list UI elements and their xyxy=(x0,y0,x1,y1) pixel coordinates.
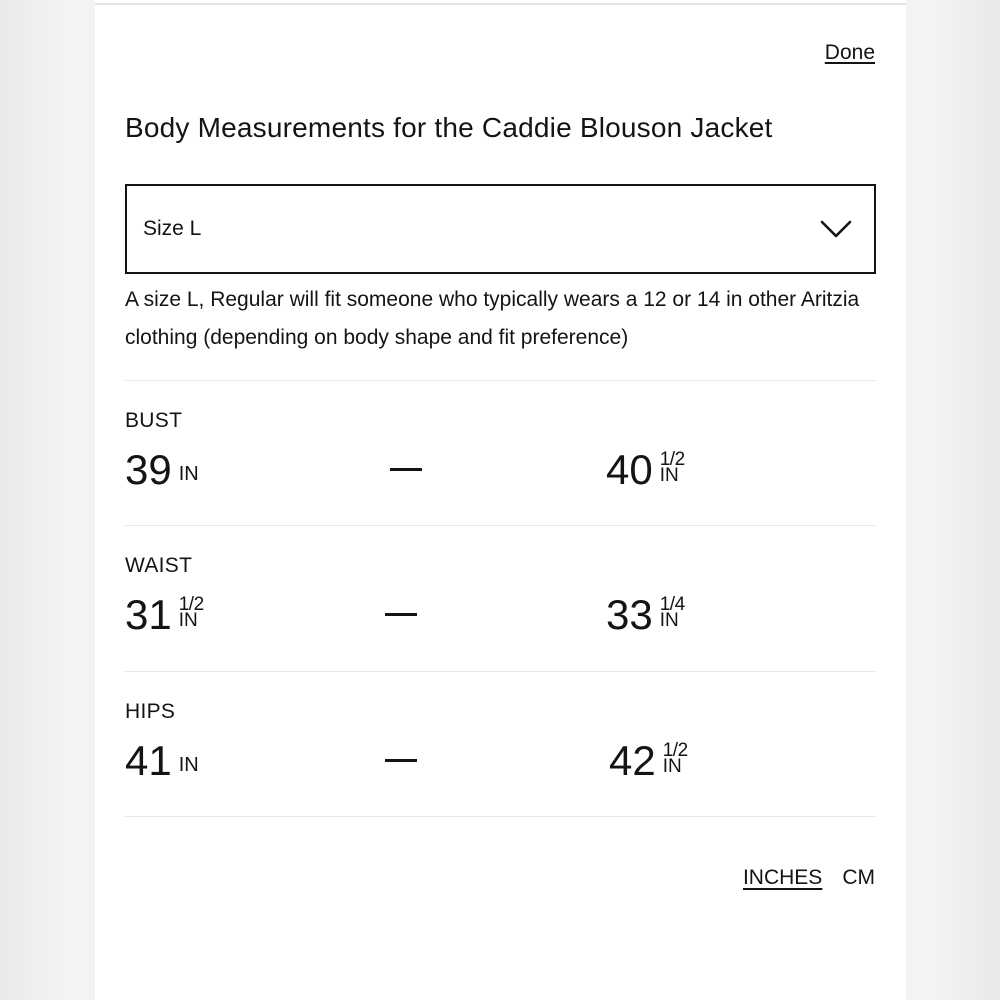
measurement-fraction: 1/2 xyxy=(662,740,688,761)
measurement-max xyxy=(609,736,693,786)
measurement-row-waist xyxy=(125,554,876,664)
size-dropdown[interactable] xyxy=(125,184,876,274)
panel-top-divider xyxy=(95,3,906,5)
measurement-label: BUST xyxy=(125,409,183,432)
divider xyxy=(125,816,876,817)
measurement-unit: IN xyxy=(662,756,682,777)
chevron-down-icon xyxy=(820,219,852,239)
page-title: Body Measurements for the Caddie Blouson Jacket xyxy=(125,112,773,143)
measurement-min-value: 39 xyxy=(125,446,172,493)
measurement-row-bust xyxy=(125,409,876,519)
range-dash xyxy=(390,468,422,471)
measurement-label: HIPS xyxy=(125,700,176,723)
unit-cm-button[interactable]: CM xyxy=(842,866,875,889)
measurement-min-value: 41 xyxy=(125,737,172,784)
measurement-unit: IN xyxy=(178,610,198,631)
measurement-max xyxy=(606,590,690,640)
range-dash xyxy=(385,759,417,762)
size-guide-panel xyxy=(95,0,906,1000)
measurement-max xyxy=(606,445,690,495)
measurement-min-value: 31 xyxy=(125,591,172,638)
measurement-unit: IN xyxy=(178,754,199,776)
divider xyxy=(125,380,876,381)
measurement-row-hips xyxy=(125,700,876,810)
done-button[interactable]: Done xyxy=(824,41,875,64)
measurement-fraction: 1/2 xyxy=(659,449,685,470)
range-dash xyxy=(385,613,417,616)
measurement-max-value: 33 xyxy=(606,591,653,638)
measurement-min xyxy=(125,445,199,495)
size-dropdown-value: Size L xyxy=(143,217,202,240)
unit-toggle xyxy=(743,866,875,890)
measurement-label: WAIST xyxy=(125,554,193,577)
measurement-min xyxy=(125,736,199,786)
unit-inches-button[interactable]: INCHES xyxy=(742,866,823,889)
fit-description: A size L, Regular will fit someone who typically wears a 12 or 14 in other Aritzia clothing (depending on body shape and fit preference) xyxy=(125,288,860,349)
measurement-min xyxy=(125,590,209,640)
measurement-fraction: 1/4 xyxy=(659,594,685,615)
measurement-max-value: 40 xyxy=(606,446,653,493)
measurement-unit: IN xyxy=(178,463,199,485)
measurement-unit: IN xyxy=(659,610,679,631)
divider xyxy=(125,671,876,672)
divider xyxy=(125,525,876,526)
measurement-fraction: 1/2 xyxy=(178,594,204,615)
measurement-unit: IN xyxy=(659,465,679,486)
measurement-max-value: 42 xyxy=(609,737,656,784)
